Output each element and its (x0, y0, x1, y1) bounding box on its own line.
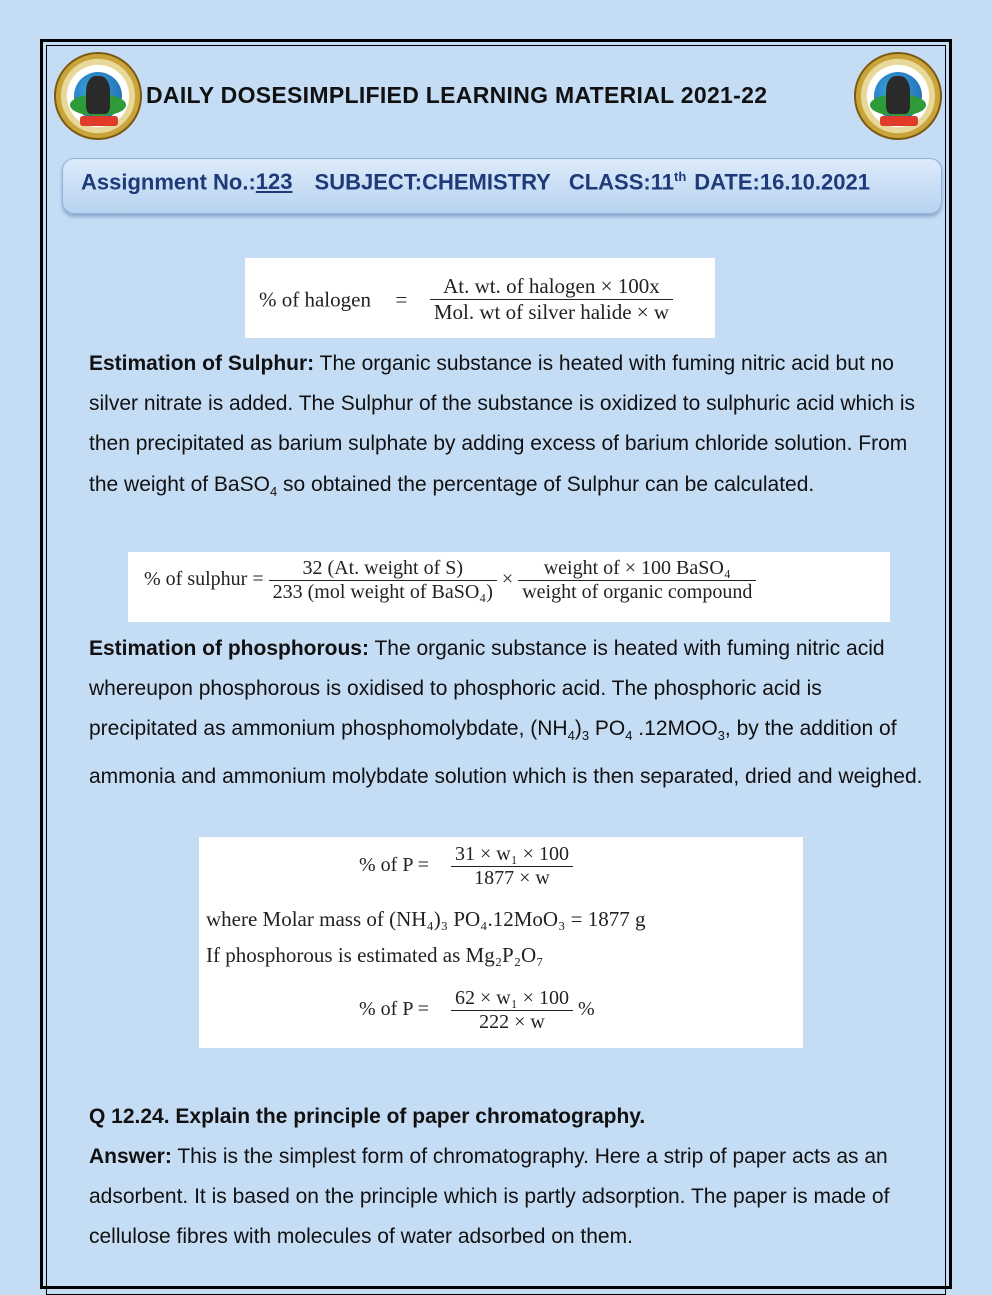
phosphorous-lhs-1: % of P = (359, 854, 429, 877)
phosphorous-heading: Estimation of phosphorous: (89, 637, 369, 660)
class-suffix: th (674, 169, 687, 184)
formula-sulphur (128, 552, 890, 622)
header-title: DAILY DOSESIMPLIFIED LEARNING MATERIAL 2021-22 (146, 82, 768, 108)
phosphorous-text-5: , by the addition of ammonia and ammonium molybdate solution which is then separated, dried and weighed. (89, 717, 923, 788)
halogen-numerator: At. wt. of halogen × 100x (443, 274, 660, 298)
sulphur-lhs: % of sulphur = (144, 568, 264, 591)
phosphorous-paragraph (89, 629, 929, 797)
answer-text: This is the simplest form of chromatography. Here a strip of paper acts as an adsorbent. It is based on the principle which is partly adsorption. The paper is made of cellulose fibres with molecules of water adsorbed on them. (89, 1145, 890, 1249)
class-label: CLASS:11 (568, 169, 674, 195)
school-logo-right (854, 52, 942, 140)
phosphorous-text-2: ) (574, 717, 582, 741)
sulphur-num1: 32 (At. weight of S) (302, 557, 464, 579)
sulphur-den1: 233 (mol weight of BaSO₄) (269, 580, 497, 604)
halogen-eq: = (395, 287, 408, 312)
assignment-label: Assignment No.: (81, 169, 256, 195)
formula-phosphorous (199, 837, 803, 1048)
assignment-number: 123 (255, 169, 293, 195)
sulphur-text-1: The organic substance is heated with fuming nitric acid but no silver nitrate is added. The Sulphur of the substance is oxidized to sulphuric acid which is then precipitated as barium sulphate by adding excess of barium chloride solution. From the weight of BaSO (89, 352, 916, 496)
phosphorous-line-2: If phosphorous is estimated as Mg₂P₂O₇ (206, 943, 544, 967)
sulphur-num2: weight of × 100 BaSO₄ (543, 557, 731, 579)
answer-paragraph (89, 1137, 929, 1258)
phosphorous-num-2: 62 × w₁ × 100 (454, 987, 569, 1009)
school-logo-left (54, 52, 142, 140)
sulphur-sub-1: 4 (269, 483, 278, 499)
phosphorous-sub-2: 3 (581, 728, 590, 744)
question-text: Q 12.24. Explain the principle of paper chromatography. (89, 1105, 646, 1128)
halogen-denominator: Mol. wt of silver halide × w (430, 299, 673, 325)
sulphur-text-2: so obtained the percentage of Sulphur can be calculated. (277, 472, 815, 496)
phosphorous-sub-1: 4 (567, 728, 575, 744)
formula-halogen (245, 258, 715, 338)
phosphorous-text-4: .12MOO (632, 717, 718, 741)
phosphorous-sub-3: 4 (625, 728, 633, 744)
phosphorous-num-1: 31 × w₁ × 100 (454, 843, 569, 865)
sulphur-times: × (501, 568, 514, 591)
subject-label: SUBJECT:CHEMISTRY (314, 169, 551, 195)
phosphorous-text-3: PO (589, 717, 626, 741)
phosphorous-den-2: 222 × w (451, 1010, 573, 1034)
phosphorous-text-1: The organic substance is heated with fuming nitric acid whereupon phosphorous is oxidised to phosphoric acid. The phosphoric acid is precipitated as ammonium phosphomolybdate, (NH (89, 637, 885, 741)
phosphorous-line-1: where Molar mass of (NH₄)₃ PO₄.12MoO₃ = 1877 g (206, 907, 646, 931)
sulphur-paragraph (89, 344, 929, 512)
sulphur-den2: weight of organic compound (518, 580, 756, 604)
phosphorous-lhs-2: % of P = (359, 998, 429, 1021)
sulphur-heading: Estimation of Sulphur: (89, 352, 315, 375)
phosphorous-unit: % (577, 998, 595, 1021)
date-label: DATE:16.10.2021 (694, 169, 870, 195)
assignment-bar (62, 158, 942, 214)
halogen-lhs: % of halogen (259, 287, 371, 312)
answer-label: Answer: (89, 1145, 172, 1168)
phosphorous-den-1: 1877 × w (451, 866, 573, 890)
phosphorous-sub-4: 3 (717, 728, 725, 744)
